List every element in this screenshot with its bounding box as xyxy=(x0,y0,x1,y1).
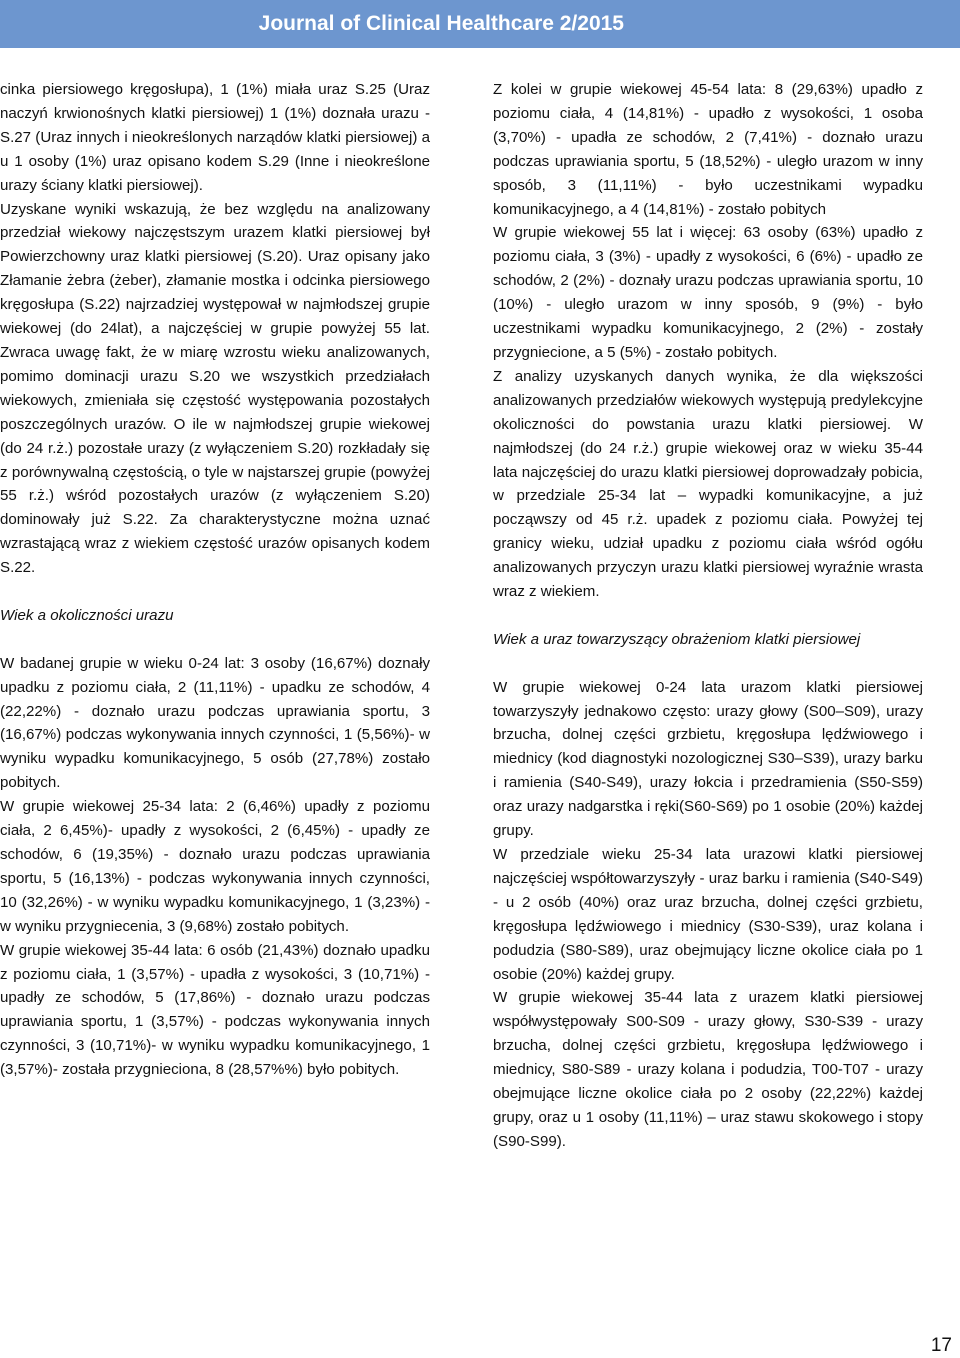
left-paragraph-5: W grupie wiekowej 35-44 lata: 6 osób (21,43%) doznało upadku z poziomu ciała, 1 (3,57%) - upadła z wysokości, 3 (10,71%) - upadły ze schodów, 5 (17,86%) - doznało urazu podczas uprawiania sportu, 1 (3,57%) - podczas wykonywania innych czynności, 3 (10,71%)- w wyniku wypadku komunikacyjnego, 1 (3,57%)- została przygnieciona, 8 (28,57%%) było pobitych. xyxy=(0,941,430,1079)
page-number: 17 xyxy=(930,1335,952,1356)
right-paragraph-5: W przedziale wieku 25-34 lata urazowi klatki piersiowej najczęściej współtowarzyszyły - uraz barku i ramienia (S40-S49) - u 2 osób (40%) oraz uraz brzucha, dolnej części grzbietu, kręgosłupa lędźwiowego i miednicy (S30-S39), uraz kolana i podudzia (S80-S89), uraz obejmujący liczne okolice ciała po 1 osobie (20%) każdej grupy. xyxy=(493,845,923,983)
journal-title: Journal of Clinical Healthcare 2/2015 xyxy=(258,12,624,35)
left-paragraph-4: W grupie wiekowej 25-34 lata: 2 (6,46%) upadły z poziomu ciała, 2 6,45%)- upadły z wysokości, 2 (6,45%) - upadły ze schodów, 6 (19,35%) - doznało urazu podczas uprawiania sportu, 5 (16,13%) - podczas wykonywania innych czynności, 10 (32,26%) - w wyniku wypadku komunikacyjnego, 1 (3,23%) - w wyniku przygniecenia, 3 (9,68%) zostało pobitych. xyxy=(0,798,430,935)
left-column xyxy=(0,78,430,1082)
right-column xyxy=(493,78,923,1154)
spacer xyxy=(493,652,923,676)
right-paragraph-6: W grupie wiekowej 35-44 lata z urazem klatki piersiowej współwystępowały S00-S09 - urazy głowy, S30-S39 - urazy brzucha, dolnej części grzbietu, kręgosłupa lędźwiowego i miednicy, S80-S89 - urazy kolana i podudzia, T00-T07 - urazy obejmujące liczne okolice ciała po 2 osoby (22,22%) każdej grupy, oraz u 1 osoby (11,11%) – uraz stawu skokowego i stopy (S90-S99). xyxy=(493,989,923,1150)
journal-header-bar xyxy=(0,0,960,48)
spacer xyxy=(0,580,430,604)
spacer xyxy=(493,604,923,628)
left-paragraph-2: Uzyskane wyniki wskazują, że bez względu na analizowany przedział wiekowy najczęstszym urazem klatki piersiowej był Powierzchowny uraz klatki piersiowej (S.20). Uraz opisany jako Złamanie żebra (żeber), złamanie mostka i odcinka piersiowego kręgosłupa (S.22) najrzadziej występował w najmłodszej grupie wiekowej (do 24lat), a najczęściej w grupie powyżej 55 lat. Zwraca uwagę fakt, że w miarę wzrostu wieku analizowanych, pomimo dominacji urazu S.20 we wszystkich przedziałach wiekowych, zmieniała się częstość występowania pozostałych poszczególnych urazów. O ile w najmłodszej grupie wiekowej (do 24 r.ż.) pozostałe urazy (z wyłączeniem S.20) rozkładały się z porównywalną częstością, o tyle w najstarszej grupie (powyżej 55 r.ż.) wśród pozostałych urazów (z wyłączeniem S.20) dominowały już S.22. Za charakterystyczne można uznać wzrastającą wraz z wiekiem częstość urazów opisanych kodem S.22. xyxy=(0,200,430,577)
right-paragraph-1: Z kolei w grupie wiekowej 45-54 lata: 8 (29,63%) upadło z poziomu ciała, 4 (14,81%) - upadło z wysokości, 1 osoba (3,70%) - upadła ze schodów, 2 (7,41%) - doznało urazu podczas uprawiania sportu, 5 (18,52%) - uległo urazom w inny sposób, 3 (11,11%) - było uczestnikami wypadku komunikacyjnego, a 4 (14,81%) - zostało pobitych xyxy=(493,81,923,218)
right-paragraph-4: W grupie wiekowej 0-24 lata urazom klatki piersiowej towarzyszyły jednakowo często: urazy głowy (S00–S09), urazy brzucha, dolnej części grzbietu, kręgosłupa lędźwiowego i miednicy (kod diagnostyki nozologicznej S30–S39), urazy barku i ramienia (S40-S49), urazy łokcia i przedramienia (S50-S59) oraz urazy nadgarstka i ręki(S60-S69) po 1 osobie (20%) każdej grupy. xyxy=(493,678,923,840)
left-paragraph-1: cinka piersiowego kręgosłupa), 1 (1%) miała uraz S.25 (Uraz naczyń krwionośnych klatki piersiowej) 1 (1%) doznała urazu - S.27 (Uraz innych i nieokreślonych narządów klatki piersiowej) a u 1 osoby (1%) uraz opisano kodem S.29 (Inne i nieokreślone urazy ściany klatki piersiowej). xyxy=(0,81,430,194)
spacer xyxy=(0,628,430,652)
section-heading-accompanying-injury: Wiek a uraz towarzyszący obrażeniom klatki piersiowej xyxy=(493,630,861,648)
left-paragraph-3: W badanej grupie w wieku 0-24 lat: 3 osoby (16,67%) doznały upadku z poziomu ciała, 2 (11,11%) - upadku ze schodów, 4 (22,22%) - doznało urazu podczas uprawiania sportu, 3 (16,67%) podczas wykonywania innych czynności, 1 (5,56%)- w wyniku wypadku komunikacyjnego, 5 osób (27,78%) zostało pobitych. xyxy=(0,654,430,792)
section-heading-circumstances: Wiek a okoliczności urazu xyxy=(0,606,174,624)
right-paragraph-3: Z analizy uzyskanych danych wynika, że dla większości analizowanych przedziałów wiekowych występują predylekcyjne okoliczności do powstania urazu klatki piersiowej. W najmłodszej (do 24 r.ż.) grupie wiekowej oraz w wieku 35-44 lata najczęściej do urazu klatki piersiowej doprowadzały pobicia, w przedziale 25-34 lat – wypadki komunikacyjne, a już począwszy od 45 r.ż. upadek z poziomu ciała. Powyżej tej granicy wieku, udział upadku z poziomu ciała wśród ogółu analizowanych przyczyn urazu klatki piersiowej wyraźnie wrasta wraz z wiekiem. xyxy=(493,367,923,601)
right-paragraph-2: W grupie wiekowej 55 lat i więcej: 63 osoby (63%) upadło z poziomu ciała, 3 (3%) - upadły z wysokości, 6 (6%) - upadło ze schodów, 2 (2%) - doznały urazu podczas uprawiania sportu, 10 (10%) - uległo urazom w inny sposób, 9 (9%) - było uczestnikami wypadku komunikacyjnego, 2 (2%) - zostały przygniecione, a 5 (5%) - zostało pobitych. xyxy=(493,224,923,361)
